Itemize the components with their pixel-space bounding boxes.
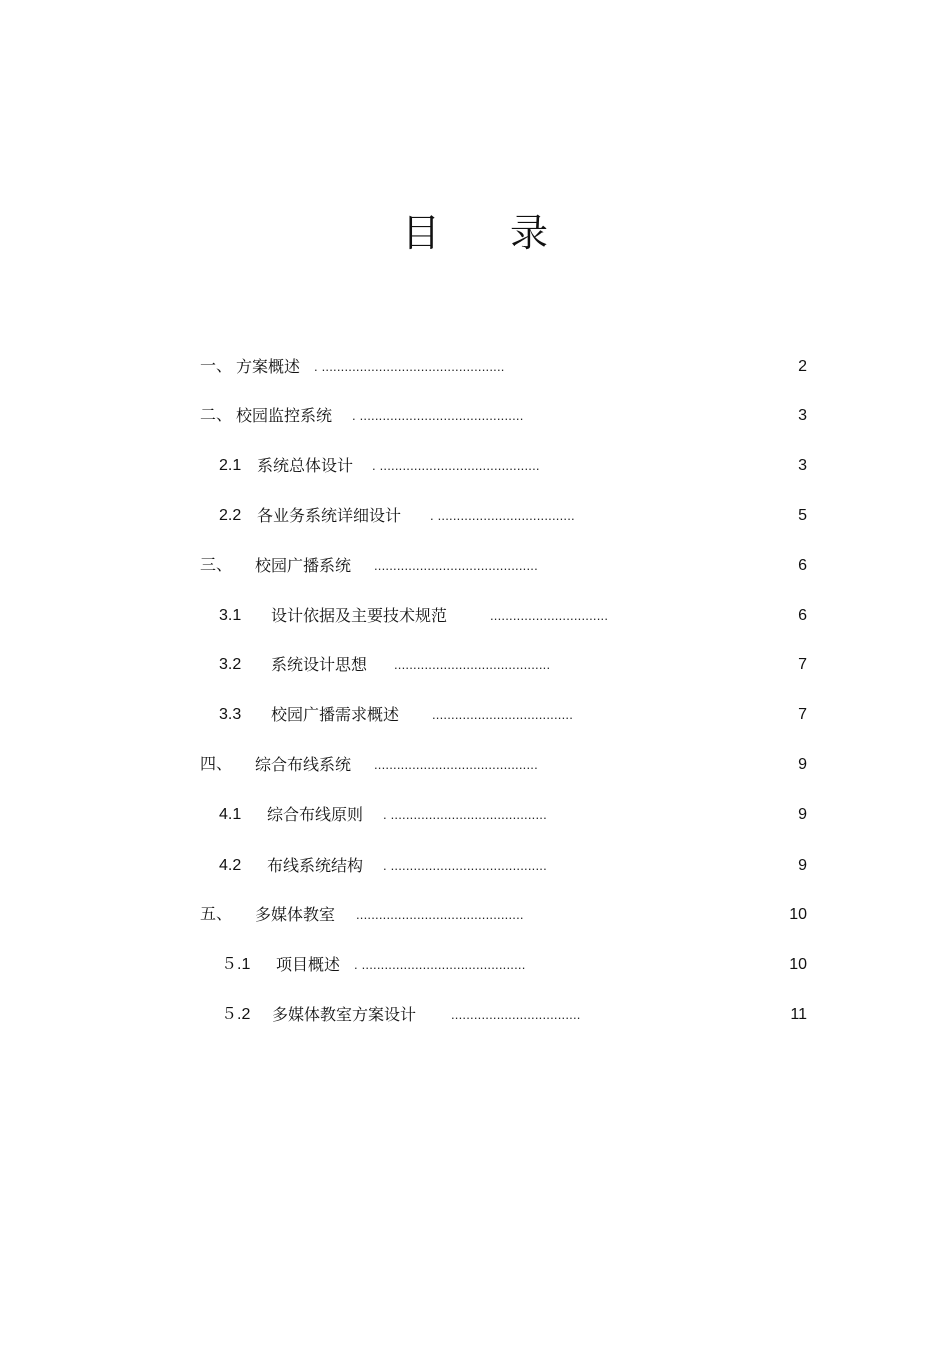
- toc-entry-title: 校园广播需求概述: [271, 705, 400, 724]
- toc-entry[interactable]: [0, 851, 950, 881]
- toc-entry-page: 7: [798, 706, 807, 723]
- toc-entry[interactable]: [0, 601, 950, 631]
- toc-entry-page: 10: [789, 956, 807, 973]
- toc-entry-leader: . .........................................: [383, 858, 547, 873]
- toc-entry-title: 多媒体教室: [255, 905, 336, 924]
- toc-entry-page: 6: [798, 557, 807, 574]
- toc-entry-number: 2.1: [219, 457, 242, 474]
- toc-entry-number: 2.2: [219, 507, 242, 524]
- toc-entry-leader: . .........................................: [383, 807, 547, 822]
- toc-entry-number: 3.2: [219, 656, 242, 673]
- toc-entry-title: 综合布线原则: [267, 805, 364, 824]
- toc-entry[interactable]: [0, 501, 950, 531]
- toc-entry-title: 综合布线系统: [255, 755, 352, 774]
- toc-entry[interactable]: [0, 800, 950, 830]
- toc-entry-number: 二、: [200, 407, 233, 424]
- toc-entry-page: 10: [789, 906, 807, 923]
- toc-entry-number: 3.1: [219, 607, 242, 624]
- toc-entry-title: 系统总体设计: [257, 456, 354, 475]
- toc-entry-title: 校园监控系统: [236, 406, 333, 425]
- toc-entry-title: 各业务系统详细设计: [257, 506, 402, 525]
- toc-entry-number: 三、: [200, 557, 233, 574]
- toc-entry-leader: . ...........................................: [352, 408, 524, 423]
- toc-entry-page: 9: [798, 806, 807, 823]
- toc-entry-page: 6: [798, 607, 807, 624]
- toc-entry[interactable]: [0, 551, 950, 581]
- toc-entry-page: 2: [798, 358, 807, 375]
- page-title-char-1: 目: [401, 211, 440, 255]
- toc-entry[interactable]: [0, 700, 950, 730]
- toc-entry-number: 五、: [200, 906, 233, 923]
- toc-entry[interactable]: [0, 352, 950, 382]
- toc-entry[interactable]: [0, 950, 950, 980]
- toc-entry-leader: ...........................................: [374, 558, 538, 573]
- toc-entry-number: ５.1: [221, 956, 251, 973]
- toc-entry-leader: ............................................: [356, 907, 524, 922]
- toc-entry-title: 方案概述: [236, 357, 301, 376]
- toc-entry-leader: .....................................: [432, 707, 574, 722]
- page-title-char-2: 录: [510, 211, 549, 255]
- toc-entry-title: 项目概述: [276, 955, 341, 974]
- toc-entry-page: 7: [798, 656, 807, 673]
- toc-entry-number: 四、: [200, 756, 233, 773]
- toc-entry[interactable]: [0, 900, 950, 930]
- toc-entry-leader: ...........................................: [374, 757, 538, 772]
- toc-entry-number: 3.3: [219, 706, 242, 723]
- toc-entry[interactable]: [0, 750, 950, 780]
- toc-entry-page: 9: [798, 857, 807, 874]
- toc-entry-leader: . ....................................: [430, 508, 575, 523]
- toc-entry[interactable]: [0, 1000, 950, 1030]
- toc-entry-page: 11: [790, 1006, 807, 1023]
- toc-entry-number: 4.1: [219, 806, 242, 823]
- toc-entry-title: 布线系统结构: [267, 856, 364, 875]
- toc-entry-title: 系统设计思想: [271, 655, 368, 674]
- toc-entry-number: 一、: [200, 358, 233, 375]
- toc-entry-title: 多媒体教室方案设计: [272, 1005, 417, 1024]
- toc-entry-page: 3: [798, 457, 807, 474]
- toc-entry-title: 设计依据及主要技术规范: [271, 606, 448, 625]
- toc-entry-leader: ..................................: [451, 1007, 581, 1022]
- toc-entry[interactable]: [0, 401, 950, 431]
- page-title: [0, 208, 950, 258]
- toc-entry-number: ５.2: [221, 1006, 251, 1023]
- toc-entry-number: 4.2: [219, 857, 242, 874]
- toc-entry-leader: . ...........................................: [354, 957, 526, 972]
- toc-entry-page: 3: [798, 407, 807, 424]
- toc-entry-title: 校园广播系统: [255, 556, 352, 575]
- toc-entry[interactable]: [0, 650, 950, 680]
- toc-entry[interactable]: [0, 451, 950, 481]
- toc-entry-leader: . ..........................................: [372, 458, 540, 473]
- toc-entry-leader: .........................................: [394, 657, 551, 672]
- toc-entry-leader: ...............................: [490, 608, 609, 623]
- toc-entry-page: 9: [798, 756, 807, 773]
- toc-entry-leader: . ................................................: [314, 359, 505, 374]
- toc-entry-page: 5: [798, 507, 807, 524]
